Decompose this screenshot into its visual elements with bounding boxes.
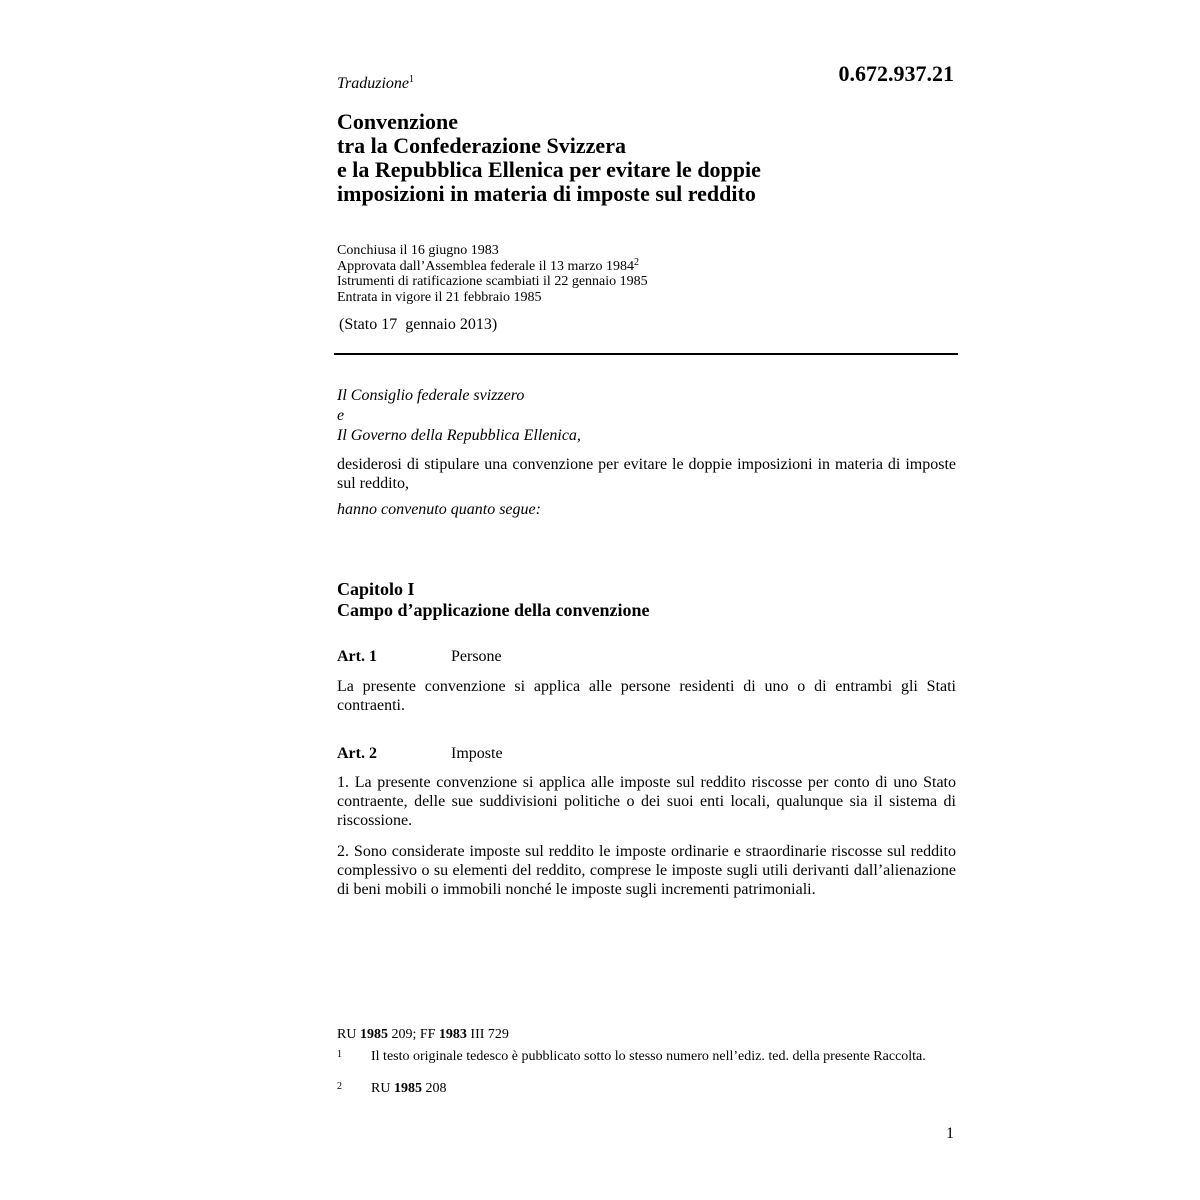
- footnote-ru-year: 1985: [393, 1081, 422, 1096]
- article-paragraph: La presente convenzione si applica alle persone residenti di uno o di entrambi gli Stati contraenti.: [337, 678, 956, 714]
- title-line: Convenzione: [337, 109, 458, 134]
- date-approved-text: Approvata dall’Assemblea federale il 13 marzo 1984: [337, 258, 635, 274]
- preamble-agreed: hanno convenuto quanto segue:: [337, 501, 541, 518]
- document-title: [337, 110, 937, 206]
- dates-block: [337, 243, 648, 305]
- chapter-title: Campo d’applicazione della convenzione: [337, 600, 650, 620]
- article-paragraph: 2. Sono considerate imposte sul reddito le imposte ordinarie e straordinarie riscosse sul reddito complessivo o su elementi del reddito, comprese le imposte sugli utili derivanti dall’alienazione di beni mobili o immobili nonché le imposte sugli incrementi patrimoniali.: [337, 843, 956, 898]
- ru-year: 1985: [359, 1027, 388, 1042]
- ff-rest: III 729: [466, 1027, 509, 1042]
- translation-label: [337, 75, 414, 93]
- sr-number: 0.672.937.21: [838, 61, 954, 86]
- footnote-marker: 1: [337, 1049, 342, 1060]
- article-paragraph: 1. La presente convenzione si applica alle imposte sul reddito riscosse per conto di uno Stato contraente, delle sue suddivisioni politiche o dei suoi enti locali, qualunque sia il sistema di riscossione.: [337, 774, 956, 829]
- title-line: e la Repubblica Ellenica per evitare le doppie: [337, 157, 761, 182]
- footnote-ru-rest: 208: [421, 1081, 447, 1096]
- article-title: Persone: [451, 648, 502, 665]
- preamble-purpose: desiderosi di stipulare una convenzione per evitare le doppie imposizioni in materia di imposte sul reddito,: [337, 456, 956, 492]
- date-approved: [337, 256, 648, 275]
- article-heading: [337, 648, 502, 666]
- ru-prefix: RU: [337, 1027, 360, 1042]
- article-title: Imposte: [451, 745, 503, 762]
- translation-footnote-marker[interactable]: 1: [409, 74, 415, 85]
- footnote-ru-prefix: RU: [371, 1081, 394, 1096]
- chapter-number: Capitolo I: [337, 579, 415, 599]
- date-in-force: Entrata in vigore il 21 febbraio 1985: [337, 289, 542, 305]
- ru-rest: 209; FF: [387, 1027, 439, 1042]
- article-number: Art. 1: [337, 648, 377, 665]
- date-concluded: Conchiusa il 16 giugno 1983: [337, 243, 499, 258]
- date-ratification: Istrumenti di ratificazione scambiati il 22 gennaio 1985: [337, 274, 648, 289]
- status-date: (Stato 17 gennaio 2013): [339, 316, 498, 333]
- chapter-heading: [337, 579, 650, 621]
- article-heading: [337, 745, 503, 763]
- header-divider: [334, 353, 958, 355]
- party-conjunction: e: [337, 407, 345, 424]
- title-line: tra la Confederazione Svizzera: [337, 133, 626, 158]
- article-number: Art. 2: [337, 745, 377, 762]
- title-line: imposizioni in materia di imposte sul reddito: [337, 181, 756, 206]
- party-switzerland: Il Consiglio federale svizzero: [337, 387, 525, 404]
- approved-footnote-marker[interactable]: 2: [634, 256, 640, 268]
- footnote-marker: 2: [337, 1081, 342, 1092]
- footnote-text: [371, 1081, 446, 1096]
- footnote-text: Il testo originale tedesco è pubblicato sotto lo stesso numero nell’ediz. ted. della presente Raccolta.: [371, 1049, 926, 1064]
- official-reference: [337, 1027, 509, 1043]
- ff-year: 1983: [438, 1027, 467, 1042]
- contracting-parties: [337, 386, 581, 446]
- party-greece: Il Governo della Repubblica Ellenica,: [337, 427, 581, 444]
- translation-label-text: Traduzione: [337, 75, 410, 92]
- page-number: 1: [946, 1125, 954, 1142]
